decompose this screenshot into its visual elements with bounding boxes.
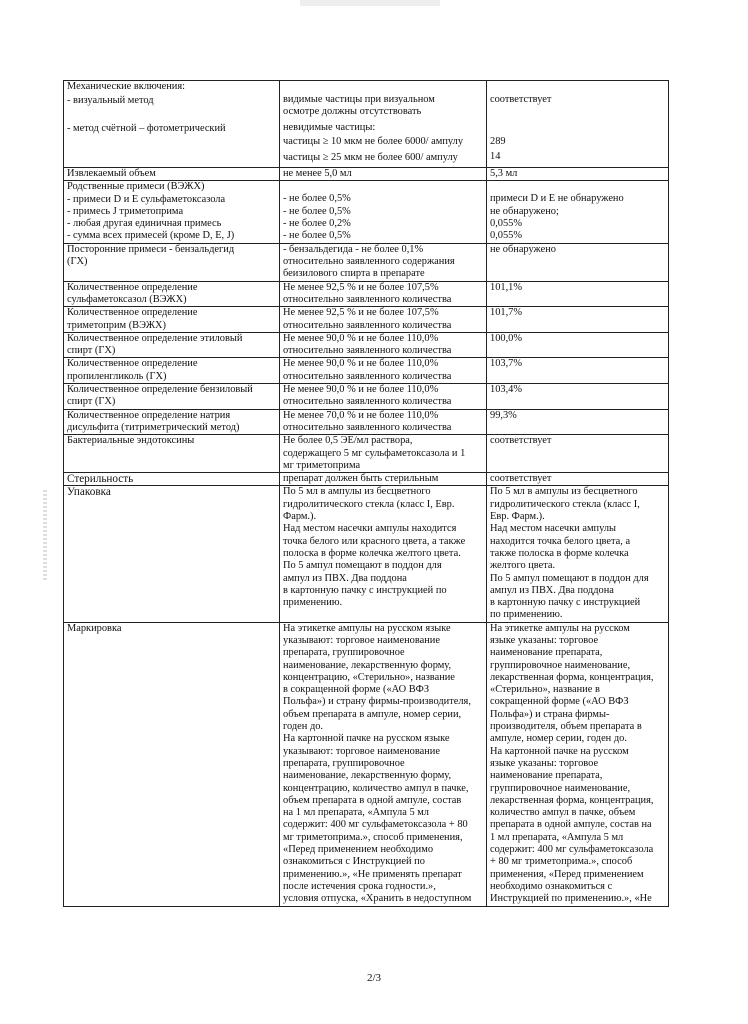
cell-parameter (64, 281, 280, 307)
cell-parameter (64, 473, 280, 486)
cell-text: примеси D и E не обнаружено (490, 193, 624, 205)
cell-text: относительно заявленного количества (283, 370, 452, 382)
cell-text: объем препарата в одной ампуле, состав (283, 794, 462, 806)
cell-text: беизилового спирта в препарате (283, 268, 425, 280)
cell-text: ампул из ПВХ. Два поддона (283, 572, 407, 584)
cell-result (487, 243, 669, 281)
cell-text: не менее 5,0 мл (283, 168, 352, 179)
cell-text: не обнаружено; (490, 205, 559, 217)
cell-text: гидролитического стекла (класс I, Евр. (283, 498, 455, 510)
cell-result (487, 486, 669, 622)
cell-text: наименование препарата, (490, 770, 603, 782)
cell-text: 101,1% (490, 281, 523, 293)
cell-text: Над местом насечки ампулы находится (283, 523, 457, 535)
cell-text: - не более 0,2% (283, 217, 351, 229)
cell-text: Стерильность (67, 473, 134, 486)
page-number: 2/3 (366, 972, 382, 984)
cell-text: Посторонние примеси - бензальдегид (67, 243, 235, 255)
cell-text: 103,7% (490, 358, 523, 370)
cell-text: по применению. (490, 609, 563, 621)
cell-text: Упаковка (67, 486, 111, 499)
cell-text: ампуле, номер серии, годен до. (490, 733, 627, 745)
cell-text: невидимые частицы: (283, 121, 376, 133)
cell-text: - метод счётной – фотометрический (67, 122, 226, 134)
cell-result (487, 384, 669, 410)
table-row-benzaldehyde (64, 243, 669, 281)
table-row-extractable-volume (64, 168, 669, 181)
specification-table (63, 80, 669, 907)
cell-text: По 5 ампул помещают в поддон для (283, 560, 442, 572)
table-row-bacterial-endotoxins (64, 435, 669, 473)
cell-text: - примесь J триметоприма (67, 205, 184, 217)
cell-parameter (64, 81, 280, 168)
cell-parameter (64, 486, 280, 622)
cell-text: - не более 0,5% (283, 230, 351, 242)
cell-text: концентрацию, количество ампул в пачке, (283, 782, 469, 794)
table-row-assay-sodium-disulfite (64, 409, 669, 435)
cell-result (487, 307, 669, 333)
cell-text: спирт (ГХ) (67, 345, 116, 357)
cell-text: Бактериальные эндотоксины (67, 435, 195, 447)
cell-parameter (64, 332, 280, 358)
cell-text: в сокращенной форме («АО ВФЗ (283, 684, 430, 696)
cell-text: соответствует (490, 473, 552, 485)
cell-text: применению.», «Не применять препарат (283, 868, 462, 880)
cell-text: Количественное определение (67, 307, 198, 319)
cell-text: в картонную пачку с инструкцией (490, 597, 641, 609)
cell-text: соответствует (490, 435, 552, 447)
cell-text: 103,4% (490, 384, 523, 396)
cell-text: относительно заявленного содержания (283, 256, 455, 268)
cell-text: препарата в одной ампуле, состав на (490, 819, 652, 831)
cell-text: на 1 мл препарата, «Ампула 5 мл (283, 807, 429, 819)
cell-text: Родственные примеси (ВЭЖХ) (67, 181, 205, 193)
cell-text: применения, «Перед применением (490, 868, 644, 880)
cell-result (487, 332, 669, 358)
cell-text: после истечения срока годности.», (283, 880, 436, 892)
cell-result (487, 281, 669, 307)
cell-text: 1 мл препарата, «Ампула 5 мл (490, 831, 624, 843)
cell-text: - не более 0,5% (283, 193, 351, 205)
cell-text: 0,055% (490, 230, 523, 242)
table-row-related-impurities (64, 181, 669, 243)
cell-text: находится точка белого цвета, а (490, 535, 631, 547)
cell-text: ознакомиться с Инструкцией по (283, 856, 425, 868)
cell-text: 99,3% (490, 409, 517, 421)
cell-text: лекарственная форма, концентрация, (490, 794, 654, 806)
cell-text: препарата, группировочное (283, 757, 405, 769)
cell-text: На этикетке ампулы на русском (490, 622, 630, 634)
cell-parameter (64, 243, 280, 281)
cell-result (487, 168, 669, 181)
cell-text: содержит: 400 мг сульфаметоксазола (490, 844, 654, 856)
cell-text: наименование препарата, (490, 647, 603, 659)
cell-text: в картонную пачку с инструкцией по (283, 584, 447, 596)
table-row-assay-trimethoprim (64, 307, 669, 333)
cell-text: мг триметоприма.», способ применения, (283, 831, 463, 843)
cell-parameter (64, 181, 280, 243)
cell-text: По 5 ампул помещают в поддон для (490, 572, 649, 584)
cell-text: 100,0% (490, 332, 523, 344)
cell-text: относительно заявленного количества (283, 293, 452, 305)
cell-text: Фарм.). (283, 511, 317, 523)
cell-text: Маркировка (67, 622, 122, 634)
table-row-assay-propylene-glycol (64, 358, 669, 384)
cell-text: триметоприм (ВЭЖХ) (67, 319, 166, 331)
cell-text: Не более 0,5 ЭЕ/мл раствора, (283, 435, 413, 447)
cell-requirement (280, 473, 487, 486)
table-row-assay-benzyl-alcohol (64, 384, 669, 410)
cell-text: - бензальдегида - не более 0,1% (283, 243, 424, 255)
cell-text: точка белого или красного цвета, а также (283, 535, 466, 547)
cell-text: также полоска в форме колечка (490, 547, 629, 559)
cell-text: Количественное определение бензиловый (67, 384, 253, 396)
cell-text: - визуальный метод (67, 95, 154, 107)
cell-text: Не менее 70,0 % и не более 110,0% (283, 409, 439, 421)
cell-text: Количественное определение (67, 281, 198, 293)
cell-text: спирт (ГХ) (67, 396, 116, 408)
cell-text: пропиленгликоль (ГХ) (67, 370, 167, 382)
cell-text: 14 (490, 150, 501, 162)
cell-text: содержащего 5 мг сульфаметоксазола и 1 (283, 447, 466, 459)
scan-artifact-margin (43, 490, 47, 580)
cell-text: ампул из ПВХ. Два поддона (490, 584, 614, 596)
cell-text: соответствует (490, 94, 552, 105)
cell-text: 5,3 мл (490, 168, 518, 179)
table-row-sterility (64, 473, 669, 486)
cell-requirement (280, 622, 487, 906)
cell-text: применению. (283, 597, 343, 609)
cell-text: Евр. Фарм.). (490, 511, 545, 523)
cell-result (487, 622, 669, 906)
cell-text: наименование, лекарственную форму, (283, 659, 452, 671)
cell-result (487, 473, 669, 486)
cell-parameter (64, 307, 280, 333)
cell-text: не обнаружено (490, 243, 556, 255)
cell-text: объем препарата в ампуле, номер серии, (283, 708, 462, 720)
cell-requirement (280, 384, 487, 410)
cell-text: группировочное наименование, (490, 782, 631, 794)
cell-text: осмотре должны отсутствовать (283, 106, 422, 118)
cell-requirement (280, 81, 487, 168)
cell-text: языке указаны: торговое (490, 757, 599, 769)
cell-text: препарат должен быть стерильным (283, 473, 439, 485)
scan-artifact-top (300, 0, 440, 6)
cell-requirement (280, 332, 487, 358)
cell-result (487, 358, 669, 384)
table-row-marking (64, 622, 669, 906)
cell-text: количество ампул в пачке, объем (490, 807, 636, 819)
cell-requirement (280, 486, 487, 622)
cell-text: - любая другая единичная примесь (67, 218, 222, 230)
cell-text: + 80 мг триметоприма.», способ (490, 856, 633, 868)
cell-text: видимые частицы при визуальном (283, 94, 435, 105)
cell-text: желтого цвета. (490, 560, 556, 572)
cell-parameter (64, 622, 280, 906)
cell-text: группировочное наименование, (490, 659, 631, 671)
cell-parameter (64, 358, 280, 384)
cell-result (487, 409, 669, 435)
cell-text: годен до. (283, 721, 324, 733)
cell-text: указывают: торговое наименование (283, 745, 440, 757)
cell-parameter (64, 409, 280, 435)
table-row-assay-sulfamethoxazole (64, 281, 669, 307)
cell-text: «Перед применением необходимо (283, 844, 434, 856)
cell-text: частицы ≥ 10 мкм не более 6000/ ампулу (283, 135, 464, 147)
cell-text: лекарственная форма, концентрация, (490, 671, 654, 683)
cell-result (487, 81, 669, 168)
cell-text: относительно заявленного количества (283, 319, 452, 331)
cell-text: относительно заявленного количества (283, 345, 452, 357)
cell-text: На картонной пачке на русском языке (283, 733, 450, 745)
cell-text: Количественное определение натрия (67, 409, 231, 421)
cell-requirement (280, 307, 487, 333)
cell-parameter (64, 384, 280, 410)
cell-text: производителя, объем препарата в (490, 721, 642, 733)
cell-text: полоска в форме колечка желтого цвета. (283, 547, 461, 559)
cell-text: По 5 мл в ампулы из бесцветного (490, 486, 638, 498)
cell-text: дисульфита (титриметрический метод) (67, 421, 240, 433)
cell-text: Количественное определение этиловый (67, 332, 243, 344)
cell-text: Над местом насечки ампулы (490, 523, 616, 535)
cell-text: Количественное определение (67, 358, 198, 370)
cell-text: Механические включения: (67, 81, 186, 92)
cell-text: относительно заявленного количества (283, 421, 452, 433)
cell-text: На картонной пачке на русском (490, 745, 629, 757)
cell-text: - не более 0,5% (283, 205, 351, 217)
cell-requirement (280, 168, 487, 181)
cell-text: препарата, группировочное (283, 647, 405, 659)
cell-requirement (280, 181, 487, 243)
cell-requirement (280, 358, 487, 384)
cell-text: (ГХ) (67, 256, 88, 268)
cell-text: По 5 мл в ампулы из бесцветного (283, 486, 431, 498)
cell-text: необходимо ознакомиться с (490, 880, 613, 892)
cell-text: частицы ≥ 25 мкм не более 600/ ампулу (283, 152, 458, 164)
cell-requirement (280, 409, 487, 435)
cell-parameter (64, 435, 280, 473)
cell-text: Польфа») и страна фирмы- (490, 708, 610, 720)
cell-text: 101,7% (490, 307, 523, 319)
cell-result (487, 435, 669, 473)
cell-text: гидролитического стекла (класс I, (490, 498, 640, 510)
cell-requirement (280, 435, 487, 473)
table-row-mechanical-inclusions (64, 81, 669, 168)
cell-requirement (280, 281, 487, 307)
cell-text: мг триметоприма (283, 459, 361, 471)
table-row-packaging (64, 486, 669, 622)
cell-text: На этикетке ампулы на русском языке (283, 622, 451, 634)
cell-text: Извлекаемый объем (67, 168, 156, 179)
cell-text: Польфа») и страну фирмы-производителя, (283, 696, 471, 708)
cell-text: указывают: торговое наименование (283, 634, 440, 646)
cell-text: Не менее 90,0 % и не более 110,0% (283, 384, 439, 396)
cell-text: языке указаны: торговое (490, 634, 599, 646)
cell-text: наименование, лекарственную форму, (283, 770, 452, 782)
cell-text: условия отпуска, «Хранить в недоступном (283, 893, 472, 905)
cell-requirement (280, 243, 487, 281)
table-row-assay-ethanol (64, 332, 669, 358)
cell-text: сульфаметоксазол (ВЭЖХ) (67, 293, 187, 305)
cell-text: Не менее 92,5 % и не более 107,5% (283, 307, 439, 319)
cell-text: Не менее 92,5 % и не более 107,5% (283, 281, 439, 293)
cell-text: относительно заявленного количества (283, 396, 452, 408)
cell-text: Инструкцией по применению.», «Не (490, 893, 652, 905)
cell-text: Не менее 90,0 % и не более 110,0% (283, 358, 439, 370)
cell-result (487, 181, 669, 243)
cell-text: «Стерильно», название в (490, 684, 600, 696)
cell-text: 289 (490, 136, 506, 148)
cell-text: содержит: 400 мг сульфаметоксазола + 80 (283, 819, 468, 831)
cell-text: 0,055% (490, 217, 523, 229)
cell-text: Не менее 90,0 % и не более 110,0% (283, 332, 439, 344)
cell-text: концентрацию, «Стерильно», название (283, 671, 455, 683)
cell-text: сокращенной форме («АО ВФЗ (490, 696, 629, 708)
cell-parameter (64, 168, 280, 181)
cell-text: - сумма всех примесей (кроме D, E, J) (67, 230, 235, 242)
cell-text: - примеси D и E сульфаметоксазола (67, 193, 226, 205)
